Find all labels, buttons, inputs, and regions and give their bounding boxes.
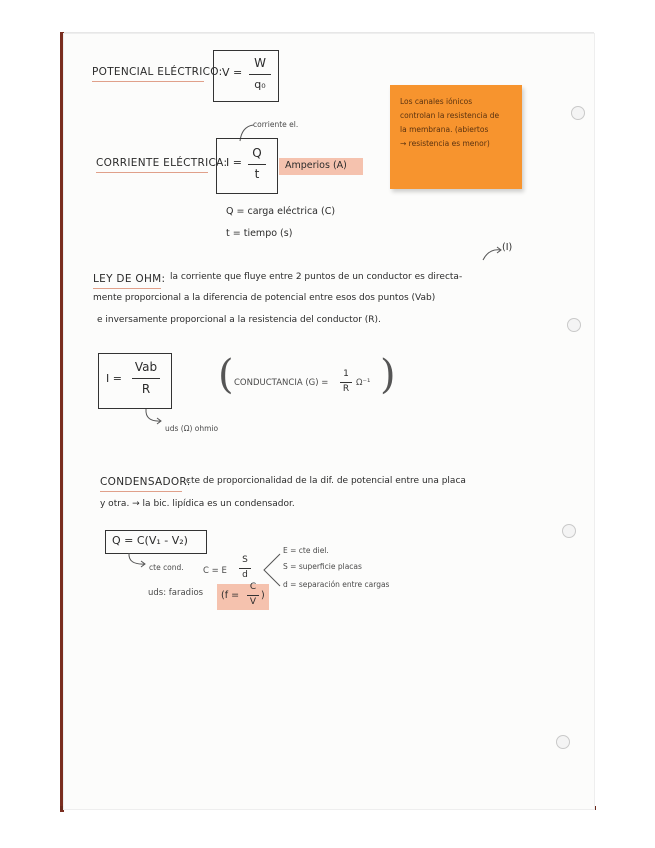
conductancia-denominator: R (342, 384, 350, 394)
potencial-underline (92, 81, 204, 82)
condensador-formula: Q = C(V₁ - V₂) (112, 534, 188, 547)
condensador-line-2: y otra. → la bic. lipídica es un condensador. (100, 499, 295, 509)
sticky-note (390, 85, 522, 189)
condensador-heading: CONDENSADOR: (100, 476, 191, 488)
ohm-fraction-line (132, 378, 160, 379)
conductancia-unit: Ω⁻¹ (356, 378, 371, 388)
units-arrow-icon (143, 408, 163, 426)
definition-q: Q = carga eléctrica (C) (226, 206, 336, 217)
corriente-unit: Amperios (A) (285, 160, 347, 171)
sticky-line: Los canales iónicos (400, 97, 473, 106)
ohm-denominator: R (141, 382, 151, 396)
condensador-line-1: cte de proporcionalidad de la dif. de potencial entre una placa (186, 476, 466, 486)
uds-label: uds: faradios (148, 588, 204, 598)
ohm-line-3: e inversamente proporcional a la resistencia del conductor (R). (97, 315, 381, 325)
punch-hole (571, 106, 585, 120)
definition-s: S = superficie placas (283, 562, 362, 571)
punch-hole (562, 524, 576, 538)
condensador-underline (100, 491, 182, 492)
right-paren: ) (380, 352, 396, 398)
corriente-lhs: I = (226, 156, 242, 169)
ohm-units-note: uds (Ω) ohmio (165, 424, 219, 433)
potencial-denominator: q₀ (254, 78, 266, 91)
sticky-line: controlan la resistencia de (400, 111, 500, 120)
definition-t: t = tiempo (s) (226, 228, 293, 239)
definitions-brace-icon (258, 552, 282, 588)
ohm-line-2: mente proporcional a la diferencia de potencial entre esos dos puntos (Vab) (93, 293, 436, 303)
definition-e: E = cte diel. (283, 546, 329, 555)
potencial-fraction-line (249, 74, 271, 75)
ohm-numerator: Vab (134, 360, 158, 374)
punch-hole (556, 735, 570, 749)
faradio-numerator: C (249, 582, 257, 592)
corriente-annotation: corriente el. (253, 120, 299, 129)
potencial-lhs: V = (222, 66, 243, 79)
corriente-numerator: Q (252, 146, 262, 160)
ohm-line-1: la corriente que fluye entre 2 puntos de un conductor es directa- (170, 272, 463, 282)
sticky-line: → resistencia es menor) (400, 139, 490, 148)
corriente-fraction-line (248, 164, 266, 165)
ohm-lhs: I = (106, 372, 122, 385)
sticky-line: la membrana. (abiertos (400, 125, 489, 134)
conductancia-numerator: 1 (343, 369, 349, 379)
ohm-mark: (I) (502, 242, 513, 253)
c-denominator: d (242, 570, 248, 580)
c-numerator: S (242, 555, 248, 565)
cte-label: cte cond. (149, 563, 184, 572)
c-fraction-line (239, 568, 251, 569)
left-paren: ( (218, 352, 234, 398)
potencial-heading: POTENCIAL ELÉCTRICO: (92, 66, 223, 78)
punch-hole (567, 318, 581, 332)
faradio-open: (f = (221, 590, 240, 601)
potencial-numerator: W (254, 56, 266, 70)
curved-arrow-icon (481, 246, 503, 262)
ohm-heading: LEY DE OHM: (93, 273, 166, 285)
corriente-underline (96, 172, 208, 173)
cte-arrow-icon (126, 552, 148, 570)
ohm-underline (93, 288, 161, 289)
corriente-heading: CORRIENTE ELÉCTRICA: (96, 157, 228, 169)
conductancia-fraction-line (340, 382, 352, 383)
definition-d: d = separación entre cargas (283, 580, 390, 589)
c-equation: C = E (203, 566, 227, 576)
faradio-fraction-line (247, 595, 259, 596)
conductancia-label: CONDUCTANCIA (G) = (234, 378, 329, 388)
faradio-denominator: V (249, 597, 257, 607)
corriente-denominator: t (254, 167, 260, 181)
faradio-close: ) (261, 590, 265, 601)
